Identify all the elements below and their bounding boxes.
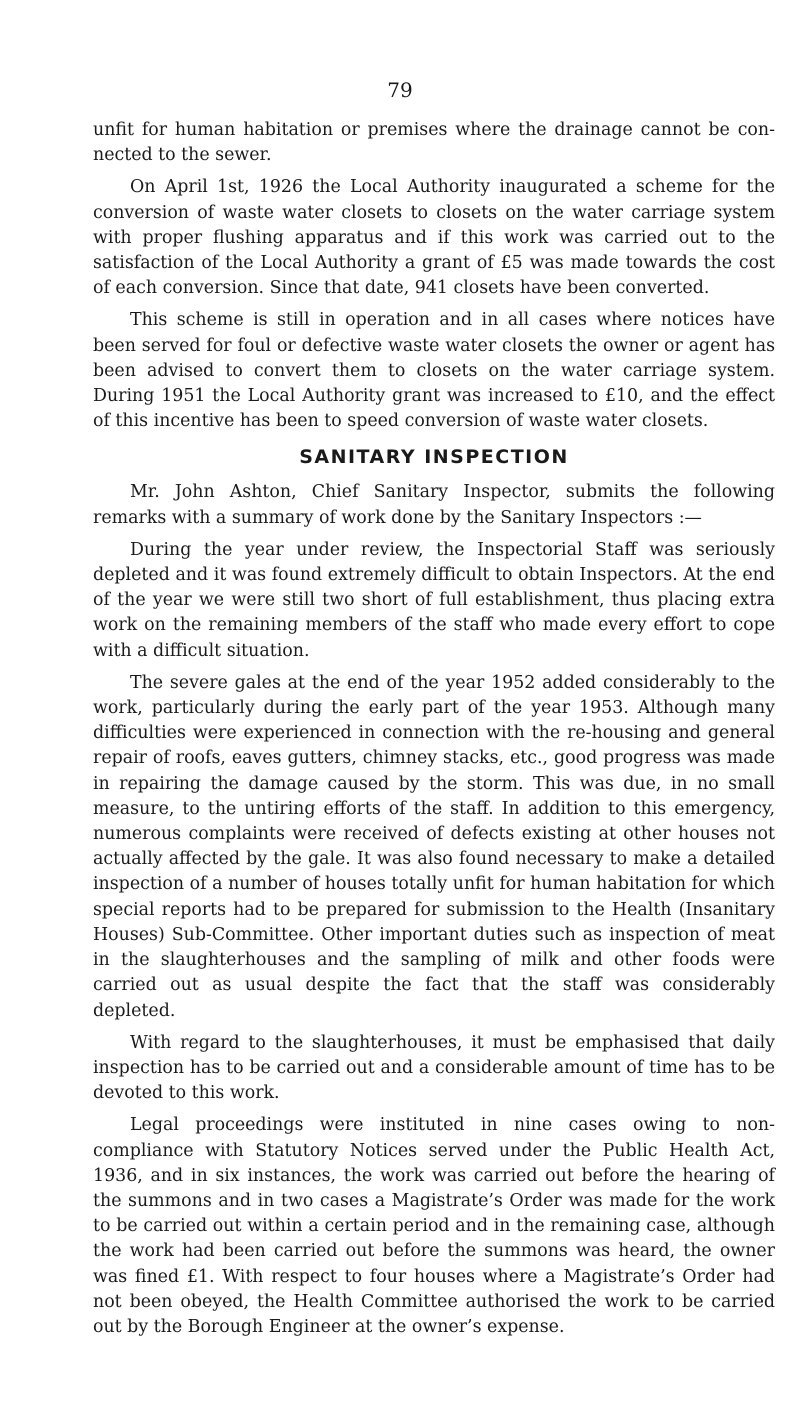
paragraph-slaughterhouses: With regard to the slaughterhouses, it must be emphasised that daily inspection has to be carried out and a considerable amount of time has to be devoted to this work. xyxy=(93,1032,775,1104)
paragraph-conversion-scheme: On April 1st, 1926 the Local Authority inaugurated a scheme for the conversion of waste water closets to closets on the water carriage system with proper flushing apparatus and if this work was carried out to the satisfaction of the Local Authority a grant of £5 was made towards the cost of each conversion. Since that date, 941 closets have been converted. xyxy=(93,177,775,299)
paragraph-continuation: unfit for human habitation or premises where the drainage cannot be connected to the sewer. xyxy=(93,120,775,166)
section-heading: SANITARY INSPECTION xyxy=(299,446,569,469)
paragraph-scheme-operation: This scheme is still in operation and in all cases where notices have been served for foul or defective waste water closets the owner or agent has been advised to convert them to closets on the water carriage system. During 1951 the Local Authority grant was increased to £10, and the effect of this incentive has been to speed conversion of waste water closets. xyxy=(93,310,775,432)
body-text xyxy=(93,118,775,1347)
paragraph-introduction: Mr. John Ashton, Chief Sanitary Inspector, submits the following remarks with a summary of work done by the Sanitary Inspectors :— xyxy=(93,482,775,528)
page-number: 79 xyxy=(387,78,413,102)
paragraph-gales: The severe gales at the end of the year 1952 added considerably to the work, particularly during the early part of the year 1953. Although many difficulties were experienced in connection with the re-housing and general repair of roofs, eaves gutters, chimney stacks, etc., good progress was made in repairing the damage caused by the storm. This was due, in no small measure, to the untiring efforts of the staff. In addition to this emergency, numerous complaints were received of defects existing at other houses not actually affected by the gale. It was also found necessary to make a detailed inspection of a number of houses totally unfit for human habitation for which special reports had to be prepared for submission to the Health (Insanitary Houses) Sub-Committee. Other important duties such as inspection of meat in the slaughterhouses and the sampling of milk and other foods were carried out as usual despite the fact that the staff was considerably depleted. xyxy=(93,672,775,1021)
paragraph-legal-proceedings: Legal proceedings were instituted in nine cases owing to non-compliance with Statutory Notices served under the Public Health Act, 1936, and in six instances, the work was carried out before the hearing of the summons and in two cases a Magistrate’s Order was made for the work to be carried out within a certain period and in the remaining case, although the work had been carried out before the summons was heard, the owner was fined £1. With respect to four houses where a Magistrate’s Order had not been obeyed, the Health Committee authorised the work to be carried out by the Borough Engineer at the owner’s expense. xyxy=(93,1115,775,1337)
paragraph-staffing: During the year under review, the Inspectorial Staff was seriously depleted and it was found extremely difficult to obtain Inspectors. At the end of the year we were still two short of full establishment, thus placing extra work on the remaining members of the staff who made every effort to cope with a difficult situation. xyxy=(93,539,775,661)
